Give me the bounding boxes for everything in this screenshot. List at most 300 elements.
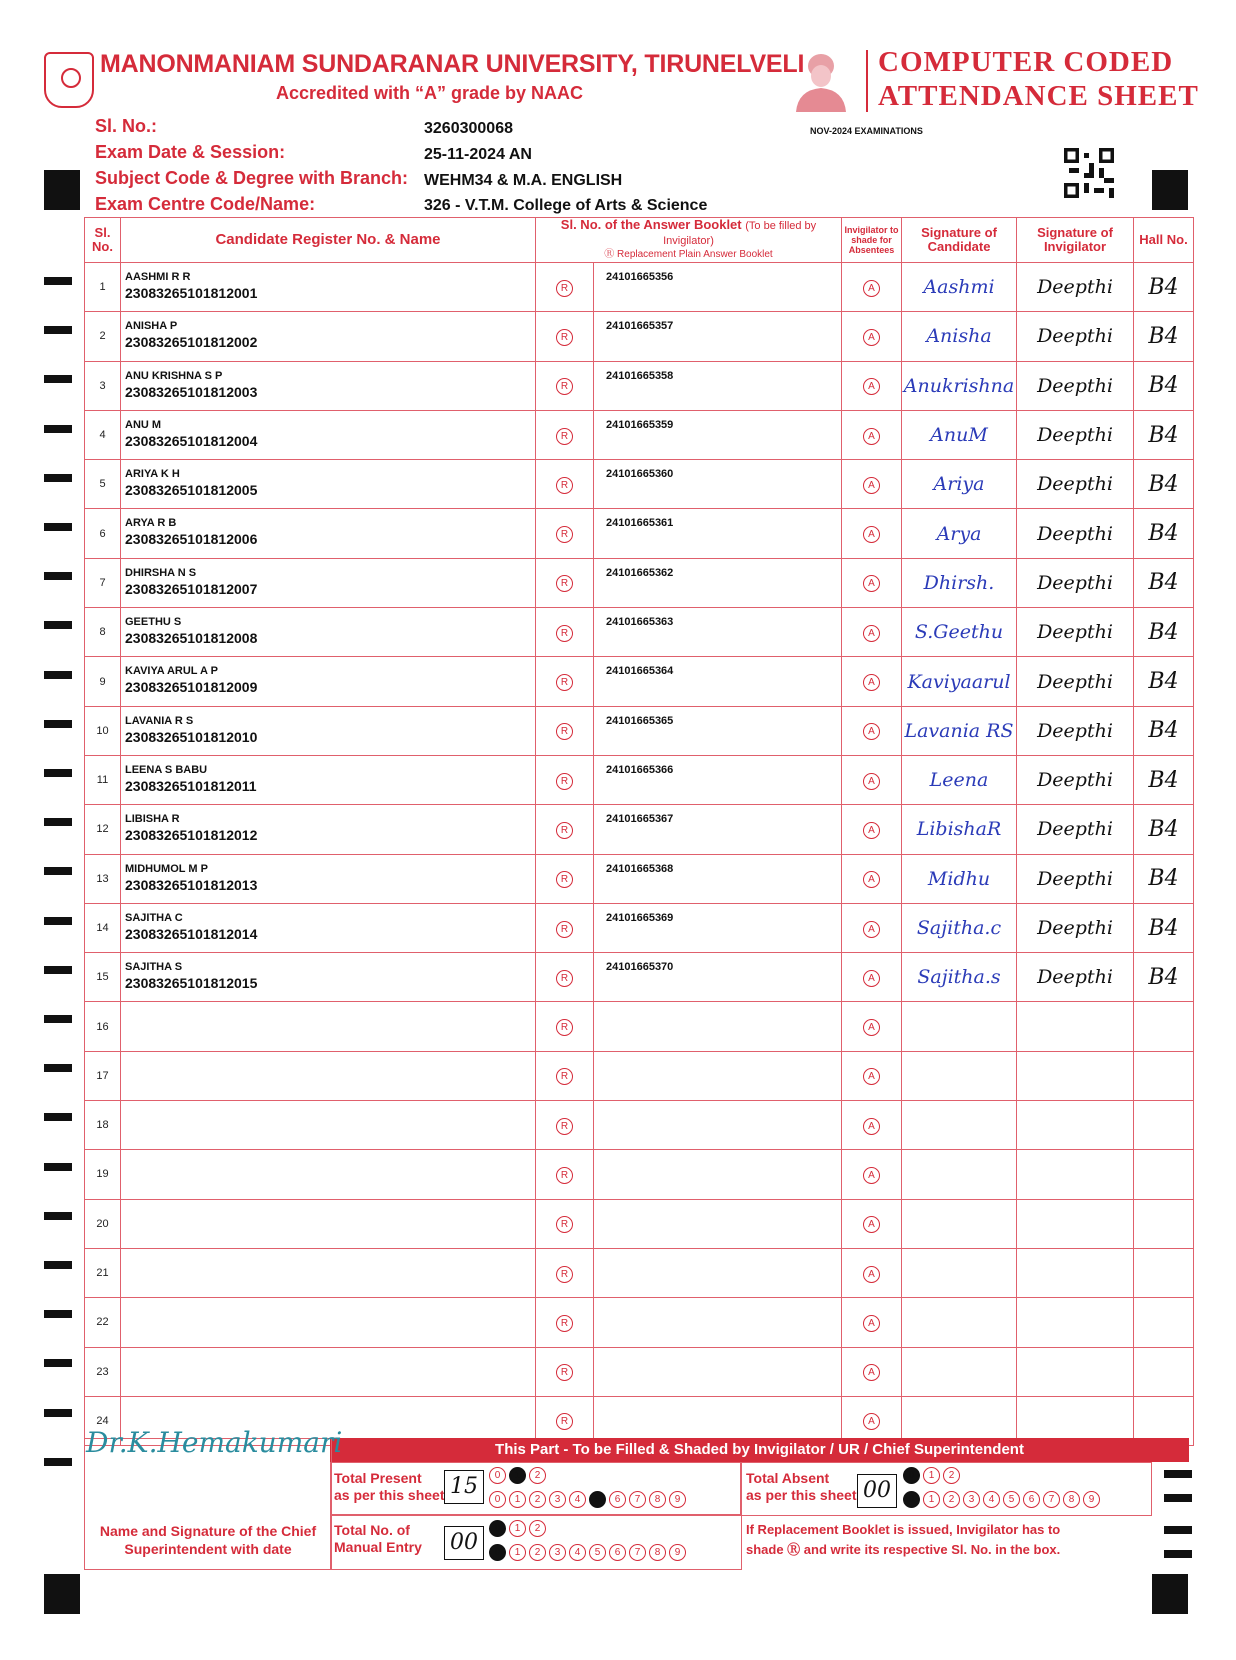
manual-entry-value[interactable]: 00 — [444, 1526, 484, 1560]
digit-bubble[interactable]: 2 — [529, 1520, 546, 1537]
col-hall: Hall No. — [1134, 218, 1194, 263]
replacement-bubble[interactable]: R — [556, 1266, 573, 1283]
timing-mark — [44, 917, 72, 925]
candidate-signature — [902, 1150, 1017, 1199]
absent-bubble[interactable]: A — [863, 280, 880, 297]
replacement-bubble[interactable]: R — [556, 575, 573, 592]
replacement-cell — [536, 805, 594, 854]
absent-bubble[interactable]: A — [863, 1019, 880, 1036]
absent-cell — [842, 1150, 902, 1199]
booklet-no[interactable]: 24101665356 — [606, 271, 674, 283]
present-tens-bubbles[interactable] — [489, 1467, 546, 1484]
digit-bubble[interactable]: 5 — [589, 1544, 606, 1561]
centre-value: 326 - V.T.M. College of Arts & Science — [424, 197, 708, 214]
absent-bubble[interactable]: A — [863, 1315, 880, 1332]
candidate-signature: Midhu — [902, 854, 1017, 903]
booklet-cell — [594, 1002, 842, 1051]
timing-mark — [1164, 1494, 1192, 1502]
replacement-bubble[interactable]: R — [556, 1216, 573, 1233]
table-row — [85, 1101, 1194, 1150]
candidate-cell — [121, 903, 536, 952]
row-sl: 20 — [85, 1199, 121, 1248]
absent-cell — [842, 361, 902, 410]
candidate-signature: Anisha — [902, 312, 1017, 361]
booklet-no[interactable]: 24101665370 — [606, 961, 674, 974]
footer-banner: This Part - To be Filled & Shaded by Invigilator / UR / Chief Superintendent — [330, 1438, 1189, 1462]
absent-bubble[interactable]: A — [863, 1167, 880, 1184]
absent-bubble[interactable]: A — [863, 871, 880, 888]
hall-no: B4 — [1134, 460, 1194, 509]
absent-cell — [842, 854, 902, 903]
booklet-no[interactable]: 24101665368 — [606, 862, 674, 875]
candidate-name: ANU KRISHNA S P — [125, 369, 223, 382]
university-name: MANONMANIAM SUNDARANAR UNIVERSITY, TIRUNELVELI — [100, 50, 805, 78]
row-sl: 24 — [85, 1396, 121, 1445]
booklet-no[interactable]: 24101665359 — [606, 418, 674, 431]
hall-no: B4 — [1134, 706, 1194, 755]
table-row — [85, 608, 1194, 657]
timing-mark — [44, 1310, 72, 1318]
absent-bubble[interactable]: A — [863, 1068, 880, 1085]
replacement-cell — [536, 460, 594, 509]
absent-cell — [842, 509, 902, 558]
digit-bubble[interactable]: 8 — [1063, 1491, 1080, 1508]
timing-mark — [44, 375, 72, 383]
booklet-cell — [594, 805, 842, 854]
invigilator-signature — [1017, 1002, 1134, 1051]
digit-bubble[interactable]: 3 — [549, 1491, 566, 1508]
replacement-cell — [536, 1199, 594, 1248]
digit-bubble[interactable]: 4 — [983, 1491, 1000, 1508]
candidate-signature: AnuM — [902, 410, 1017, 459]
booklet-cell — [594, 312, 842, 361]
booklet-no[interactable]: 24101665361 — [606, 517, 674, 530]
hall-no — [1134, 1002, 1194, 1051]
timing-mark — [44, 621, 72, 629]
candidate-cell — [121, 608, 536, 657]
row-sl: 22 — [85, 1298, 121, 1347]
invigilator-signature: Deepthi — [1017, 558, 1134, 607]
candidate-register-no: 23083265101812007 — [125, 580, 258, 597]
replacement-bubble[interactable]: R — [556, 723, 573, 740]
candidate-cell — [121, 1002, 536, 1051]
hall-no: B4 — [1134, 657, 1194, 706]
col-booklet-note: (To be filled by Invigilator) — [663, 220, 817, 247]
digit-bubble[interactable]: 4 — [569, 1544, 586, 1561]
replacement-bubble[interactable]: R — [556, 526, 573, 543]
candidate-signature: Dhirsh. — [902, 558, 1017, 607]
booklet-no[interactable]: 24101665358 — [606, 369, 674, 382]
row-sl: 19 — [85, 1150, 121, 1199]
total-present-label — [334, 1470, 445, 1504]
hall-no — [1134, 1150, 1194, 1199]
table-row — [85, 953, 1194, 1002]
absent-bubble[interactable]: A — [863, 1118, 880, 1135]
candidate-cell — [121, 1150, 536, 1199]
attendance-table — [84, 217, 1194, 1446]
digit-bubble[interactable]: 3 — [963, 1491, 980, 1508]
timing-mark — [44, 474, 72, 482]
candidate-signature: Arya — [902, 509, 1017, 558]
replacement-bubble[interactable]: R — [556, 970, 573, 987]
replacement-note — [746, 1520, 1060, 1560]
row-sl: 16 — [85, 1002, 121, 1051]
booklet-cell — [594, 509, 842, 558]
candidate-cell — [121, 1347, 536, 1396]
replacement-bubble[interactable]: R — [556, 871, 573, 888]
digit-bubble[interactable]: 5 — [1003, 1491, 1020, 1508]
digit-bubble[interactable]: 6 — [609, 1544, 626, 1561]
digit-bubble[interactable]: 9 — [1083, 1491, 1100, 1508]
candidate-cell — [121, 657, 536, 706]
invigilator-signature: Deepthi — [1017, 903, 1134, 952]
candidate-register-no: 23083265101812015 — [125, 975, 258, 992]
digit-bubble[interactable]: 0 — [903, 1467, 920, 1484]
replacement-bubble[interactable]: R — [556, 477, 573, 494]
invigilator-signature — [1017, 1347, 1134, 1396]
timing-mark — [44, 1064, 72, 1072]
sl-no-value: 3260300068 — [424, 120, 513, 137]
candidate-signature: Anukrishna — [902, 361, 1017, 410]
invigilator-signature: Deepthi — [1017, 854, 1134, 903]
replacement-bubble[interactable]: R — [556, 674, 573, 691]
table-row — [85, 1002, 1194, 1051]
candidate-cell — [121, 509, 536, 558]
digit-bubble[interactable]: 8 — [649, 1491, 666, 1508]
table-row — [85, 903, 1194, 952]
absent-cell — [842, 558, 902, 607]
replacement-bubble[interactable]: R — [556, 428, 573, 445]
absent-bubble[interactable]: A — [863, 1266, 880, 1283]
replacement-cell — [536, 706, 594, 755]
row-sl: 9 — [85, 657, 121, 706]
subject-value: WEHM34 & M.A. ENGLISH — [424, 172, 623, 189]
candidate-cell — [121, 953, 536, 1002]
table-row — [85, 1051, 1194, 1100]
replacement-cell — [536, 410, 594, 459]
absent-bubble[interactable]: A — [863, 723, 880, 740]
candidate-name: LEENA S BABU — [125, 763, 208, 776]
booklet-cell — [594, 657, 842, 706]
timing-mark — [44, 572, 72, 580]
replacement-cell — [536, 1347, 594, 1396]
absent-bubble[interactable]: A — [863, 329, 880, 346]
digit-bubble[interactable]: 0 — [489, 1544, 506, 1561]
digit-bubble[interactable]: 1 — [923, 1491, 940, 1508]
replacement-bubble[interactable]: R — [556, 1364, 573, 1381]
candidate-signature — [902, 1298, 1017, 1347]
absent-cell — [842, 312, 902, 361]
digit-bubble[interactable]: 2 — [529, 1467, 546, 1484]
candidate-name: LAVANIA R S — [125, 714, 194, 727]
candidate-register-no: 23083265101812014 — [125, 925, 258, 942]
booklet-cell — [594, 755, 842, 804]
replacement-cell — [536, 755, 594, 804]
candidate-signature: Lavania RS — [902, 706, 1017, 755]
digit-bubble[interactable]: 1 — [509, 1544, 526, 1561]
replacement-cell — [536, 312, 594, 361]
timing-mark — [44, 1359, 72, 1367]
candidate-cell — [121, 1199, 536, 1248]
hall-no: B4 — [1134, 263, 1194, 312]
booklet-no[interactable]: 24101665364 — [606, 665, 674, 678]
absent-units-bubbles[interactable] — [903, 1491, 1100, 1508]
digit-bubble[interactable]: 5 — [589, 1491, 606, 1508]
invigilator-signature: Deepthi — [1017, 361, 1134, 410]
absent-bubble[interactable]: A — [863, 1413, 880, 1430]
candidate-cell — [121, 460, 536, 509]
booklet-cell — [594, 608, 842, 657]
absent-bubble[interactable]: A — [863, 970, 880, 987]
subject-label: Subject Code & Degree with Branch: — [95, 168, 409, 188]
candidate-register-no: 23083265101812012 — [125, 827, 258, 844]
replacement-bubble[interactable]: R — [556, 625, 573, 642]
absent-bubble[interactable]: A — [863, 477, 880, 494]
replacement-bubble[interactable]: R — [556, 773, 573, 790]
digit-bubble[interactable]: 1 — [509, 1520, 526, 1537]
row-sl: 12 — [85, 805, 121, 854]
table-row — [85, 706, 1194, 755]
table-row — [85, 805, 1194, 854]
candidate-register-no: 23083265101812011 — [125, 777, 257, 794]
exam-date-value: 25-11-2024 AN — [424, 146, 532, 163]
absent-bubble[interactable]: A — [863, 1364, 880, 1381]
table-row — [85, 657, 1194, 706]
replacement-cell — [536, 1248, 594, 1297]
digit-bubble[interactable]: 7 — [629, 1491, 646, 1508]
table-row — [85, 1150, 1194, 1199]
digit-bubble[interactable]: 0 — [489, 1467, 506, 1484]
candidate-cell — [121, 1298, 536, 1347]
booklet-cell — [594, 1199, 842, 1248]
candidate-name: SAJITHA C — [125, 911, 183, 924]
digit-bubble[interactable]: 2 — [529, 1491, 546, 1508]
digit-bubble[interactable]: 8 — [649, 1544, 666, 1561]
table-row — [85, 410, 1194, 459]
replacement-bubble[interactable]: R — [556, 1019, 573, 1036]
replacement-cell — [536, 1051, 594, 1100]
row-sl: 5 — [85, 460, 121, 509]
digit-bubble[interactable]: 0 — [489, 1491, 506, 1508]
table-row — [85, 509, 1194, 558]
total-present-label-line-2: as per this sheet — [334, 1487, 445, 1503]
sl-no-label: Sl. No.: — [95, 116, 157, 136]
absent-bubble[interactable]: A — [863, 428, 880, 445]
invigilator-signature — [1017, 1051, 1134, 1100]
timing-mark — [1164, 1550, 1192, 1558]
col-candidate: Candidate Register No. & Name — [121, 218, 536, 263]
digit-bubble[interactable]: 0 — [903, 1491, 920, 1508]
candidate-signature — [902, 1002, 1017, 1051]
candidate-cell — [121, 854, 536, 903]
row-sl: 10 — [85, 706, 121, 755]
candidate-name: SAJITHA S — [125, 961, 183, 974]
table-row — [85, 312, 1194, 361]
digit-bubble[interactable]: 2 — [529, 1544, 546, 1561]
total-absent-label-line-1: Total Absent — [746, 1470, 830, 1486]
absent-bubble[interactable]: A — [863, 822, 880, 839]
manual-units-bubbles[interactable] — [489, 1544, 686, 1561]
invigilator-signature: Deepthi — [1017, 657, 1134, 706]
replacement-bubble[interactable]: R — [556, 378, 573, 395]
hall-no: B4 — [1134, 361, 1194, 410]
invigilator-signature: Deepthi — [1017, 706, 1134, 755]
booklet-no[interactable]: 24101665360 — [606, 468, 674, 481]
replacement-bubble[interactable]: R — [556, 1068, 573, 1085]
digit-bubble[interactable]: 1 — [509, 1467, 526, 1484]
timing-mark — [44, 818, 72, 826]
timing-mark — [44, 1212, 72, 1220]
table-row — [85, 755, 1194, 804]
replacement-bubble[interactable]: R — [556, 1167, 573, 1184]
timing-mark — [44, 425, 72, 433]
candidate-register-no: 23083265101812013 — [125, 876, 258, 893]
absent-cell — [842, 657, 902, 706]
row-sl: 18 — [85, 1101, 121, 1150]
absent-cell — [842, 706, 902, 755]
row-sl: 15 — [85, 953, 121, 1002]
replacement-note-line-1: If Replacement Booklet is issued, Invigilator has to — [746, 1522, 1061, 1537]
booklet-cell — [594, 1051, 842, 1100]
digit-bubble[interactable]: 1 — [923, 1467, 940, 1484]
invigilator-signature: Deepthi — [1017, 953, 1134, 1002]
hall-no — [1134, 1101, 1194, 1150]
candidate-name: ANU M — [125, 418, 162, 431]
candidate-name: ANISHA P — [125, 320, 178, 333]
founder-portrait-icon — [790, 46, 852, 112]
booklet-cell — [594, 1248, 842, 1297]
candidate-signature: Leena — [902, 755, 1017, 804]
candidate-signature: Aashmi — [902, 263, 1017, 312]
row-sl: 23 — [85, 1347, 121, 1396]
booklet-no[interactable]: 24101665369 — [606, 911, 674, 924]
total-present-value[interactable]: 15 — [444, 1470, 484, 1504]
col-candidate-signature: Signature of Candidate — [902, 218, 1017, 263]
candidate-signature — [902, 1248, 1017, 1297]
timing-mark — [44, 769, 72, 777]
candidate-register-no: 23083265101812001 — [125, 285, 258, 301]
absent-bubble[interactable]: A — [863, 625, 880, 642]
invigilator-signature: Deepthi — [1017, 410, 1134, 459]
digit-bubble[interactable]: 0 — [489, 1520, 506, 1537]
replacement-bubble[interactable]: R — [556, 921, 573, 938]
table-row — [85, 1298, 1194, 1347]
total-absent-label — [746, 1470, 857, 1504]
absent-cell — [842, 755, 902, 804]
replacement-cell — [536, 263, 594, 312]
candidate-name: KAVIYA ARUL A P — [125, 665, 218, 678]
hall-no: B4 — [1134, 312, 1194, 361]
invigilator-signature: Deepthi — [1017, 460, 1134, 509]
replacement-bubble[interactable]: R — [556, 822, 573, 839]
replacement-cell — [536, 854, 594, 903]
accreditation-text: Accredited with “A” grade by NAAC — [276, 83, 584, 103]
digit-bubble[interactable]: 4 — [569, 1491, 586, 1508]
absent-bubble[interactable]: A — [863, 526, 880, 543]
replacement-bubble[interactable]: R — [556, 280, 573, 297]
booklet-no[interactable]: 24101665365 — [606, 714, 674, 727]
replacement-bubble[interactable]: R — [556, 329, 573, 346]
total-absent-value[interactable]: 00 — [857, 1474, 897, 1508]
digit-bubble[interactable]: 1 — [509, 1491, 526, 1508]
invigilator-signature — [1017, 1150, 1134, 1199]
digit-bubble[interactable]: 9 — [669, 1491, 686, 1508]
candidate-name: GEETHU S — [125, 616, 182, 629]
hall-no: B4 — [1134, 410, 1194, 459]
total-present-label-line-1: Total Present — [334, 1470, 422, 1486]
digit-bubble[interactable]: 3 — [549, 1544, 566, 1561]
replacement-bubble[interactable]: R — [556, 1413, 573, 1430]
invigilator-signature: Deepthi — [1017, 312, 1134, 361]
absent-cell — [842, 1002, 902, 1051]
row-sl: 1 — [85, 263, 121, 312]
present-units-bubbles[interactable] — [489, 1491, 686, 1508]
replacement-cell — [536, 1101, 594, 1150]
absent-cell — [842, 953, 902, 1002]
timing-mark — [44, 523, 72, 531]
replacement-cell — [536, 953, 594, 1002]
absent-bubble[interactable]: A — [863, 1216, 880, 1233]
absent-tens-bubbles[interactable] — [903, 1467, 960, 1484]
booklet-no[interactable]: 24101665366 — [606, 763, 674, 776]
absent-cell — [842, 1051, 902, 1100]
row-sl: 11 — [85, 755, 121, 804]
col-replacement: Ⓡ Replacement Plain Answer Booklet — [604, 249, 773, 260]
candidate-cell — [121, 312, 536, 361]
candidate-cell — [121, 410, 536, 459]
digit-bubble[interactable]: 9 — [669, 1544, 686, 1561]
candidate-register-no: 23083265101812002 — [125, 334, 258, 351]
absent-bubble[interactable]: A — [863, 575, 880, 592]
digit-bubble[interactable]: 2 — [943, 1491, 960, 1508]
booklet-no[interactable]: 24101665357 — [606, 320, 674, 333]
booklet-no[interactable]: 24101665367 — [606, 813, 674, 826]
hall-no — [1134, 1298, 1194, 1347]
timing-mark — [44, 1163, 72, 1171]
timing-mark — [44, 671, 72, 679]
chief-superintendent-signature: Dr.K.Hemakumari — [86, 1426, 343, 1459]
replacement-bubble[interactable]: R — [556, 1315, 573, 1332]
invigilator-signature: Deepthi — [1017, 755, 1134, 804]
digit-bubble[interactable]: 6 — [609, 1491, 626, 1508]
candidate-name: LIBISHA R — [125, 813, 180, 826]
replacement-bubble[interactable]: R — [556, 1118, 573, 1135]
absent-cell — [842, 805, 902, 854]
chief-superintendent-label: Name and Signature of the Chief Superintendent with date — [99, 1523, 317, 1557]
digit-bubble[interactable]: 2 — [943, 1467, 960, 1484]
timing-mark — [44, 867, 72, 875]
candidate-cell — [121, 706, 536, 755]
candidate-signature — [902, 1101, 1017, 1150]
booklet-cell — [594, 903, 842, 952]
manual-tens-bubbles[interactable] — [489, 1520, 546, 1537]
booklet-cell — [594, 1101, 842, 1150]
booklet-cell — [594, 263, 842, 312]
absent-bubble[interactable]: A — [863, 773, 880, 790]
invigilator-signature: Deepthi — [1017, 805, 1134, 854]
booklet-no[interactable]: 24101665362 — [606, 566, 674, 579]
absent-bubble[interactable]: A — [863, 378, 880, 395]
digit-bubble[interactable]: 7 — [1043, 1491, 1060, 1508]
candidate-name: ARIYA K H — [125, 468, 180, 481]
absent-bubble[interactable]: A — [863, 674, 880, 691]
digit-bubble[interactable]: 7 — [629, 1544, 646, 1561]
digit-bubble[interactable]: 6 — [1023, 1491, 1040, 1508]
absent-bubble[interactable]: A — [863, 921, 880, 938]
registration-mark — [44, 1574, 80, 1614]
booklet-no[interactable]: 24101665363 — [606, 616, 674, 629]
invigilator-signature — [1017, 1199, 1134, 1248]
